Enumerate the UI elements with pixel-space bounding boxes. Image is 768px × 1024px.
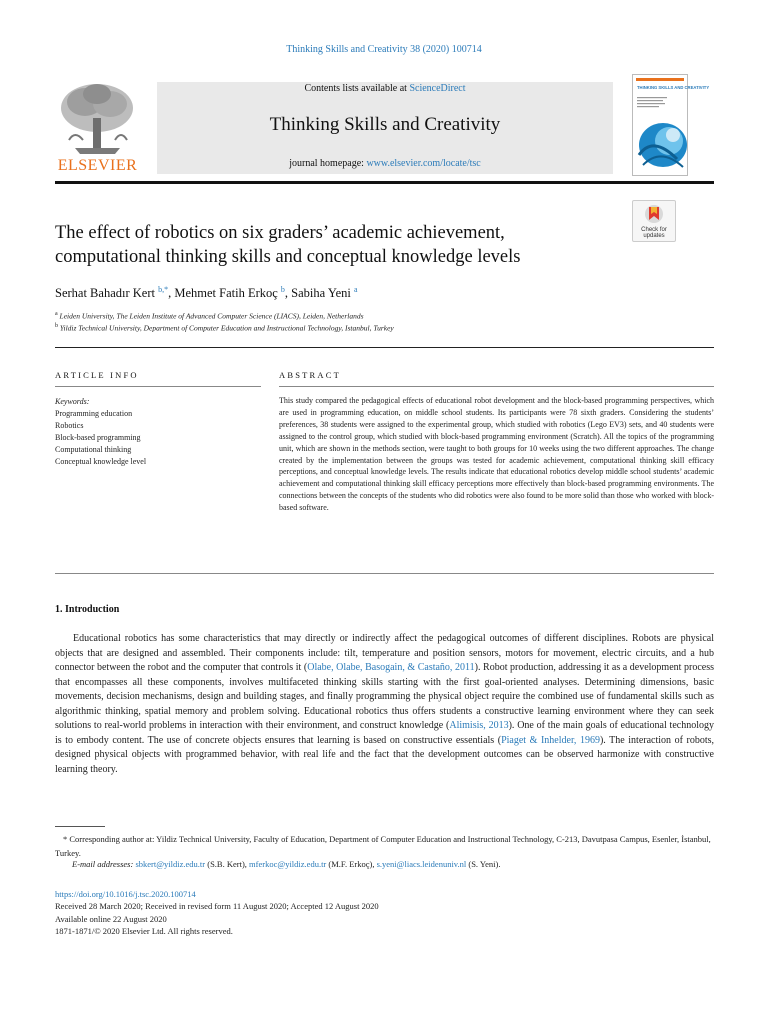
received-dates: Received 28 March 2020; Received in revised form 11 August 2020; Accepted 12 August 2020 [55,901,379,912]
section-divider [55,347,714,348]
article-info-heading: ARTICLE INFO [55,370,139,380]
journal-masthead [157,82,613,174]
author-list: Serhat Bahadır Kert $^{b,*}$, Mehmet Fatih Erkoç $^b$, Sabiha Yeni $^a$ [55,285,358,301]
intro-text: ). Robot production, addressing it as a development process that encompasses all these components, involves multifaceted thinking skills starting with the first goal-oriented analyses. Determining dimensions, basic movements, decision mechanisms, design and building stages, and finally programming the physical object require the combined use of fundamental skills such as algorithmic thinking, spatial memory and problem solving. Educational robotics thus offers students a constructive learning environment where they can seek solutions to real-world problems in interaction with their environment, and construct knowledge ( [55,662,714,732]
sciencedirect-link[interactable]: ScienceDirect [409,83,466,94]
affiliation-mark: a [55,311,58,317]
article-info-divider [55,386,261,387]
author-affiliation-mark[interactable]: a [354,285,358,294]
author-name: Sabiha Yeni [291,286,351,301]
elsevier-tree-icon [55,80,140,155]
keyword-item: Conceptual knowledge level [55,457,147,466]
author-name: Serhat Bahadır Kert [55,286,155,301]
journal-cover-art [633,75,710,175]
email-link[interactable]: sbkert@yildiz.edu.tr [135,859,206,869]
author-affiliation-mark[interactable]: b,* [158,285,169,294]
publication-info [55,888,379,937]
corresponding-author-text: Corresponding author at: Yildiz Technical University, Faculty of Education, Department of Computer Education and Instructional Technology, C-213, Davutpasa Campus, Esenler, İstanbul, Turkey. [55,834,711,858]
affiliation-text: Leiden University, The Leiden Institute of Advanced Computer Science (LIACS), Leiden, Netherlands [59,311,364,321]
journal-homepage-link[interactable]: www.elsevier.com/locate/tsc [366,158,481,169]
keyword-item: Block-based programming [55,433,141,442]
author-name: Mehmet Fatih Erkoç [174,286,278,301]
affiliation-a [55,311,364,321]
email-link[interactable]: mferkoc@yildiz.edu.tr [249,859,327,869]
footnote-divider [55,826,105,827]
author-affiliation-mark[interactable]: b [280,285,285,294]
email-owner: (S.B. Kert), [207,859,247,869]
corresponding-author-note: * Corresponding author at: Yildiz Technical University, Faculty of Education, Department of Computer Education and Instructional Technology, C-213, Davutpasa Campus, Esenler, İstanbul, Turkey. [55,834,711,858]
keyword-item: Computational thinking [55,445,132,454]
header-divider [55,181,714,184]
publisher-wordmark: ELSEVIER [57,157,138,174]
citation-link[interactable]: Olabe, Olabe, Basogain, & Castaño, 2011 [307,662,475,674]
email-owner: (S. Yeni). [468,859,501,869]
intro-text: ). One of the main goals of educational technology is to embody content. The use of concrete objects ensures that learning is based on constructive essentials ( [55,720,714,746]
elsevier-logo [55,80,140,175]
email-addresses [55,859,714,869]
email-label: E-mail addresses: [72,859,134,869]
contents-prefix: Contents lists available at [304,83,410,94]
article-title: The effect of robotics on six graders’ academic achievement, computational thinking skills and conceptual knowledge levels [55,223,521,267]
citation-link[interactable]: Alimisis, 2013 [449,720,509,732]
journal-cover-image[interactable] [632,74,710,176]
intro-text: Educational robotics has some characteristics that may directly or indirectly affect the pedagogical outcomes of different disciplines. Robots are physical objects that are designed and assembled. Their components include: tilt, temperature and position sensors, motors for movement, electric circuits, and a hub connector between the robot and the computer that controls it ( [55,633,714,674]
email-link[interactable]: s.yeni@liacs.leidenuniv.nl [376,859,467,869]
abstract-body: This study compared the pedagogical effects of educational robot development and the block-based programming perspectives, which are used in programming education, on middle school students. Its participants were 78 sixth graders. Considering the students’ preferences, 38 students were assigned to the experimental group, which studied with robotics (Lego EV3) sets, and 40 students were assigned to the control group, which studied with block-based programming environment (Scratch). All the topics of the programming unit, which are shown in the methods section, were taught to both groups for 10 weeks using the two different approaches. The change created by the implementation between the groups was tested for academic achievement, computational thinking skill efficacy perceptions, and conceptual knowledge levels. The results indicate that educational robotics develop middle school students’ academic achievement and computational thinking skill efficacy perceptions more effectively than block-based programming environments. The connections between the concepts of the students who did robotics were also found to be more solid than those who worked with block-based software. [279,396,715,513]
doi-link[interactable]: https://doi.org/10.1016/j.tsc.2020.100714 [55,889,196,899]
crossmark-icon [644,204,664,226]
journal-citation-link[interactable]: Thinking Skills and Creativity 38 (2020) 100714 [286,44,482,55]
abstract-end-divider [55,573,714,574]
keyword-item: Robotics [55,421,84,430]
check-for-updates-button[interactable] [632,200,676,242]
abstract-divider [279,386,714,387]
introduction-paragraph [55,632,714,777]
keyword-item: Programming education [55,409,133,418]
homepage-prefix: journal homepage: [289,158,367,169]
crossmark-label: Check for updates [641,227,667,239]
cover-title: THINKING SKILLS AND CREATIVITY [637,85,710,90]
journal-title: Thinking Skills and Creativity [269,114,501,135]
copyright-notice: 1871-1871/© 2020 Elsevier Ltd. All rights reserved. [55,925,233,936]
contents-line [157,83,613,94]
abstract-heading: ABSTRACT [279,370,341,380]
keywords-label: Keywords: [55,397,90,406]
affiliation-text: Yildiz Technical University, Department of Computer Education and Instructional Technology, Istanbul, Turkey [59,323,394,333]
introduction-heading: 1. Introduction [55,604,120,615]
keywords-block [55,396,265,468]
available-online: Available online 22 August 2020 [55,913,167,924]
affiliation-mark: b [55,323,58,329]
homepage-line [157,158,613,169]
citation-link[interactable]: Piaget & Inhelder, 1969 [501,734,600,746]
intro-text: ). The interaction of robots, designed physical objects with programmed behavior, with real life and the fact that the development outcomes can be observed harmonize with constructive learning theory. [55,734,714,775]
affiliation-b [55,323,394,333]
email-owner: (M.F. Erkoç), [328,859,375,869]
